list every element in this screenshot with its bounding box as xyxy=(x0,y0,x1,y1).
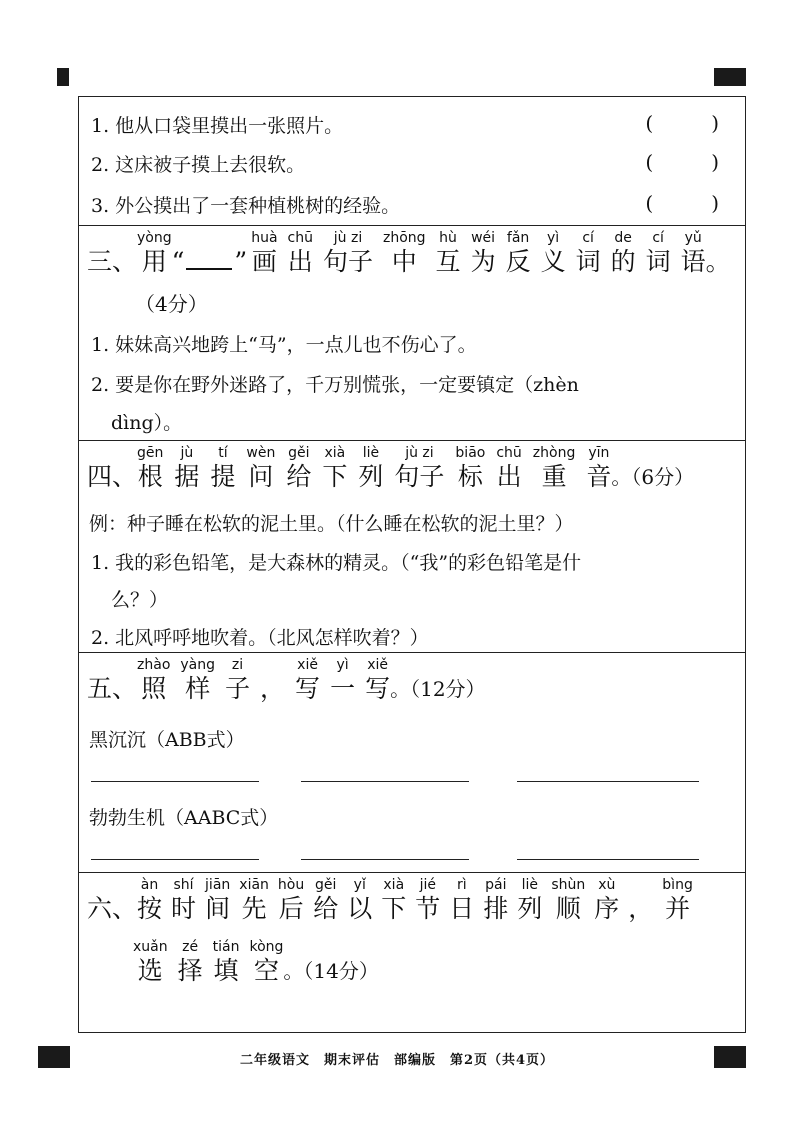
section-q5 xyxy=(79,652,745,872)
q3-score: （4分） xyxy=(135,292,208,316)
page-footer: 二年级语文 期末评估 部编版 第2页（共4页） xyxy=(239,1053,555,1068)
pinyin-char-cell: xiě 写 xyxy=(365,657,391,703)
q2-item-3-answer-paren[interactable]: ( ) xyxy=(645,191,719,215)
pinyin-char-cell: ， xyxy=(628,894,654,923)
pinyin-char-cell: yīn 音 xyxy=(586,445,612,491)
pinyin-char-cell: wèn 问 xyxy=(246,445,276,491)
pinyin-char-cell: gěi 给 xyxy=(313,877,339,923)
section-q6 xyxy=(79,872,745,1032)
pinyin-char-cell: xià 下 xyxy=(322,445,348,491)
q5-example-2: 勃勃生机（AABC式） xyxy=(89,807,279,829)
pinyin-char-cell: xiān 先 xyxy=(239,877,269,923)
pinyin-char-cell: hòu 后 xyxy=(277,877,305,923)
q5-answer-line-2c[interactable] xyxy=(517,859,699,860)
section-q4 xyxy=(79,440,745,652)
heading-number: 五、 xyxy=(87,674,138,703)
heading-score: 。（6分） xyxy=(611,465,695,489)
q6-heading-line1 xyxy=(87,877,693,925)
pinyin-char-cell: xù 序 xyxy=(594,877,620,923)
q2-item-1 xyxy=(91,111,343,138)
pinyin-char-cell: gēn 根 xyxy=(137,445,164,491)
q5-heading xyxy=(87,657,486,705)
pinyin-char-cell: shí 时 xyxy=(171,877,197,923)
q6-heading-line2 xyxy=(133,939,379,987)
q4-item-1-line1: 1. 我的彩色铅笔，是大森林的精灵。（“我”的彩色铅笔是什 xyxy=(91,552,582,574)
q3-heading: 三、 yòng 用 “ ” huà 画 chū 出 jù zi 句子 zhōng 中 hù 互 wéi 为 fǎn 反 yì 义 cí 词 de 的 cí 词 yǔ 语 。 xyxy=(87,230,731,276)
pinyin-char-cell: ， xyxy=(260,674,286,703)
pinyin-char-cell: rì 日 xyxy=(449,877,475,923)
pinyin-char-cell: yǐ 以 xyxy=(347,877,373,923)
q2-item-3 xyxy=(91,191,400,218)
section-q2-items xyxy=(79,97,745,225)
q5-answer-line-1a[interactable] xyxy=(91,781,259,782)
pinyin-char-cell: jù zi 句子 xyxy=(394,445,445,491)
q4-item-2: 2. 北风呼呼地吹着。（北风怎样吹着？） xyxy=(91,627,429,649)
q4-example: 例：种子睡在松软的泥土里。（什么睡在松软的泥土里？） xyxy=(89,513,574,535)
pinyin-char-cell: liè 列 xyxy=(517,877,543,923)
pinyin-char-cell: liè 列 xyxy=(358,445,384,491)
q5-answer-line-2a[interactable] xyxy=(91,859,259,860)
q3-item-2-line1: 2. 要是你在野外迷路了，千万别慌张，一定要镇定（zhèn xyxy=(91,374,579,396)
section-q3 xyxy=(79,225,745,440)
q4-heading xyxy=(87,445,694,493)
q3-item-1: 1. 妹妹高兴地跨上“马”，一点儿也不伤心了。 xyxy=(91,334,477,356)
q2-item-2-answer-paren[interactable]: ( ) xyxy=(645,150,719,174)
q5-answer-line-2b[interactable] xyxy=(301,859,469,860)
pinyin-char-cell: jié 节 xyxy=(415,877,441,923)
pinyin-char-cell: yì 一 xyxy=(330,657,356,703)
pinyin-char-cell: kòng 空 xyxy=(249,939,284,985)
pinyin-char-cell: xià 下 xyxy=(381,877,407,923)
pinyin-char-cell: tí 提 xyxy=(210,445,236,491)
q2-item-2-text: 2. 这床被子摸上去很软。 xyxy=(91,154,306,176)
pinyin-char-cell: pái 排 xyxy=(483,877,509,923)
pinyin-char-cell: bìng 并 xyxy=(662,877,693,923)
heading-number: 六、 xyxy=(87,894,138,923)
q3-number: 三、 xyxy=(87,247,138,276)
pinyin-char-cell: yàng 样 xyxy=(180,657,216,703)
pinyin-char-cell: zi 子 xyxy=(225,657,251,703)
registration-mark-top-right xyxy=(714,68,746,86)
pinyin-char-cell: jù 据 xyxy=(174,445,200,491)
pinyin-char-cell: jiān 间 xyxy=(205,877,231,923)
pinyin-char-cell: chū 出 xyxy=(496,445,522,491)
pinyin-char-cell: xuǎn 选 xyxy=(133,939,168,985)
q2-item-1-answer-paren[interactable]: ( ) xyxy=(645,111,719,135)
q3-item-2-line2: dìng）。 xyxy=(111,412,183,434)
heading-score: 。（14分） xyxy=(283,959,379,983)
pinyin-char-cell: àn 按 xyxy=(137,877,163,923)
heading-score: 。（12分） xyxy=(390,677,486,701)
q5-answer-line-1b[interactable] xyxy=(301,781,469,782)
registration-mark-top-left xyxy=(57,68,69,86)
pinyin-char-cell: zhòng 重 xyxy=(532,445,576,491)
q3-underline-sample xyxy=(186,248,232,270)
pinyin-char-cell: tián 填 xyxy=(212,939,240,985)
q2-item-1-text: 1. 他从口袋里摸出一张照片。 xyxy=(91,115,344,137)
pinyin-char-cell: biāo 标 xyxy=(455,445,486,491)
pinyin-char-cell: zé 择 xyxy=(177,939,203,985)
q2-item-2 xyxy=(91,150,305,177)
pinyin-char-cell: shùn 顺 xyxy=(551,877,586,923)
exam-page-frame xyxy=(78,96,746,1033)
pinyin-char-cell: gěi 给 xyxy=(286,445,312,491)
heading-number: 四、 xyxy=(87,462,138,491)
pinyin-char-cell: zhào 照 xyxy=(137,657,171,703)
q2-item-3-text: 3. 外公摸出了一套种植桃树的经验。 xyxy=(91,195,401,217)
q4-item-1-line2: 么？） xyxy=(111,589,169,611)
q5-answer-line-1c[interactable] xyxy=(517,781,699,782)
q5-example-1: 黑沉沉（ABB式） xyxy=(89,729,245,751)
pinyin-char-cell: xiě 写 xyxy=(295,657,321,703)
